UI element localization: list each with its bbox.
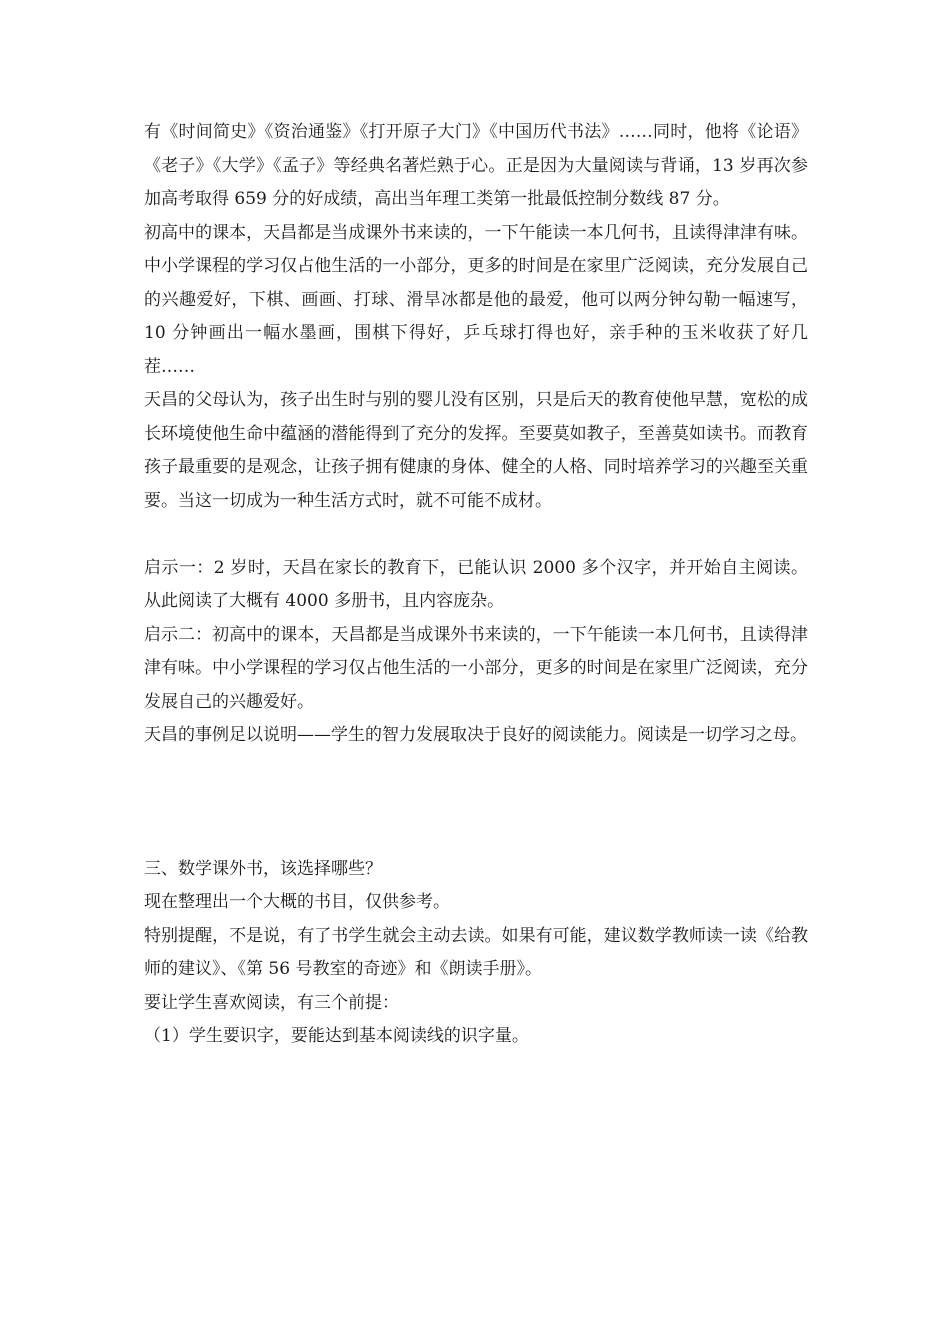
list-item-prerequisite-one: （1）学生要识字，要能达到基本阅读线的识字量。 (144, 1026, 529, 1046)
paragraph-spacer (144, 518, 808, 552)
paragraph-parents-view: 天昌的父母认为，孩子出生时与别的婴儿没有区别，只是后天的教育使他早慧，宽松的成长环境使他生命中蕴涵的潜能得到了充分的发挥。至要莫如教子，至善莫如读书。而教育孩子最重要的是观念，让孩子拥有健康的身体、健全的人格、同时培养学习的兴趣至关重要。当这一切成为一种生活方式时，就不可能不成材。 (144, 390, 808, 511)
section-spacer (144, 753, 808, 853)
paragraph-insight-two: 启示二：初高中的课本，天昌都是当成课外书来读的，一下午能读一本几何书，且读得津津有味。中小学课程的学习仅占他生活的一小部分，更多的时间是在家里广泛阅读，充分发展自己的兴趣爱好。 (144, 624, 808, 712)
paragraph-insight-one: 启示一：2 岁时，天昌在家长的教育下，已能认识 2000 多个汉字，并开始自主阅读。从此阅读了大概有 4000 多册书，且内容庞杂。 (144, 557, 808, 611)
document-body (144, 116, 808, 1054)
section-heading: 三、数学课外书，该选择哪些？ (144, 858, 382, 879)
paragraph-conclusion: 天昌的事例足以说明——学生的智力发展取决于良好的阅读能力。阅读是一切学习之母。 (144, 725, 807, 745)
paragraph-prerequisites: 要让学生喜欢阅读，有三个前提： (144, 992, 399, 1013)
paragraph-reading-list: 有《时间简史》《资治通鉴》《打开原子大门》《中国历代书法》……同时，他将《论语》《老子》《大学》《孟子》等经典名著烂熟于心。正是因为大量阅读与背诵，13 岁再次参加高考取得 659 分的好成绩，高出当年理工类第一批最低控制分数线 87 分。 (144, 122, 808, 209)
paragraph-book-list-intro: 现在整理出一个大概的书目，仅供参考。 (144, 892, 450, 912)
paragraph-textbooks: 初高中的课本，天昌都是当成课外书来读的，一下午能读一本几何书，且读得津津有味。中小学课程的学习仅占他生活的一小部分，更多的时间是在家里广泛阅读，充分发展自己的兴趣爱好，下棋、画画、打球、滑旱冰都是他的最爱，他可以两分钟勾勒一幅速写，10 分钟画出一幅水墨画，围棋下得好，乒乓球打得也好，亲手种的玉米收获了好几茬…… (144, 222, 808, 377)
paragraph-special-reminder: 特别提醒，不是说，有了书学生就会主动去读。如果有可能，建议数学教师读一读《给教师的建议》、《第 56 号教室的奇迹》和《朗读手册》。 (144, 925, 808, 979)
